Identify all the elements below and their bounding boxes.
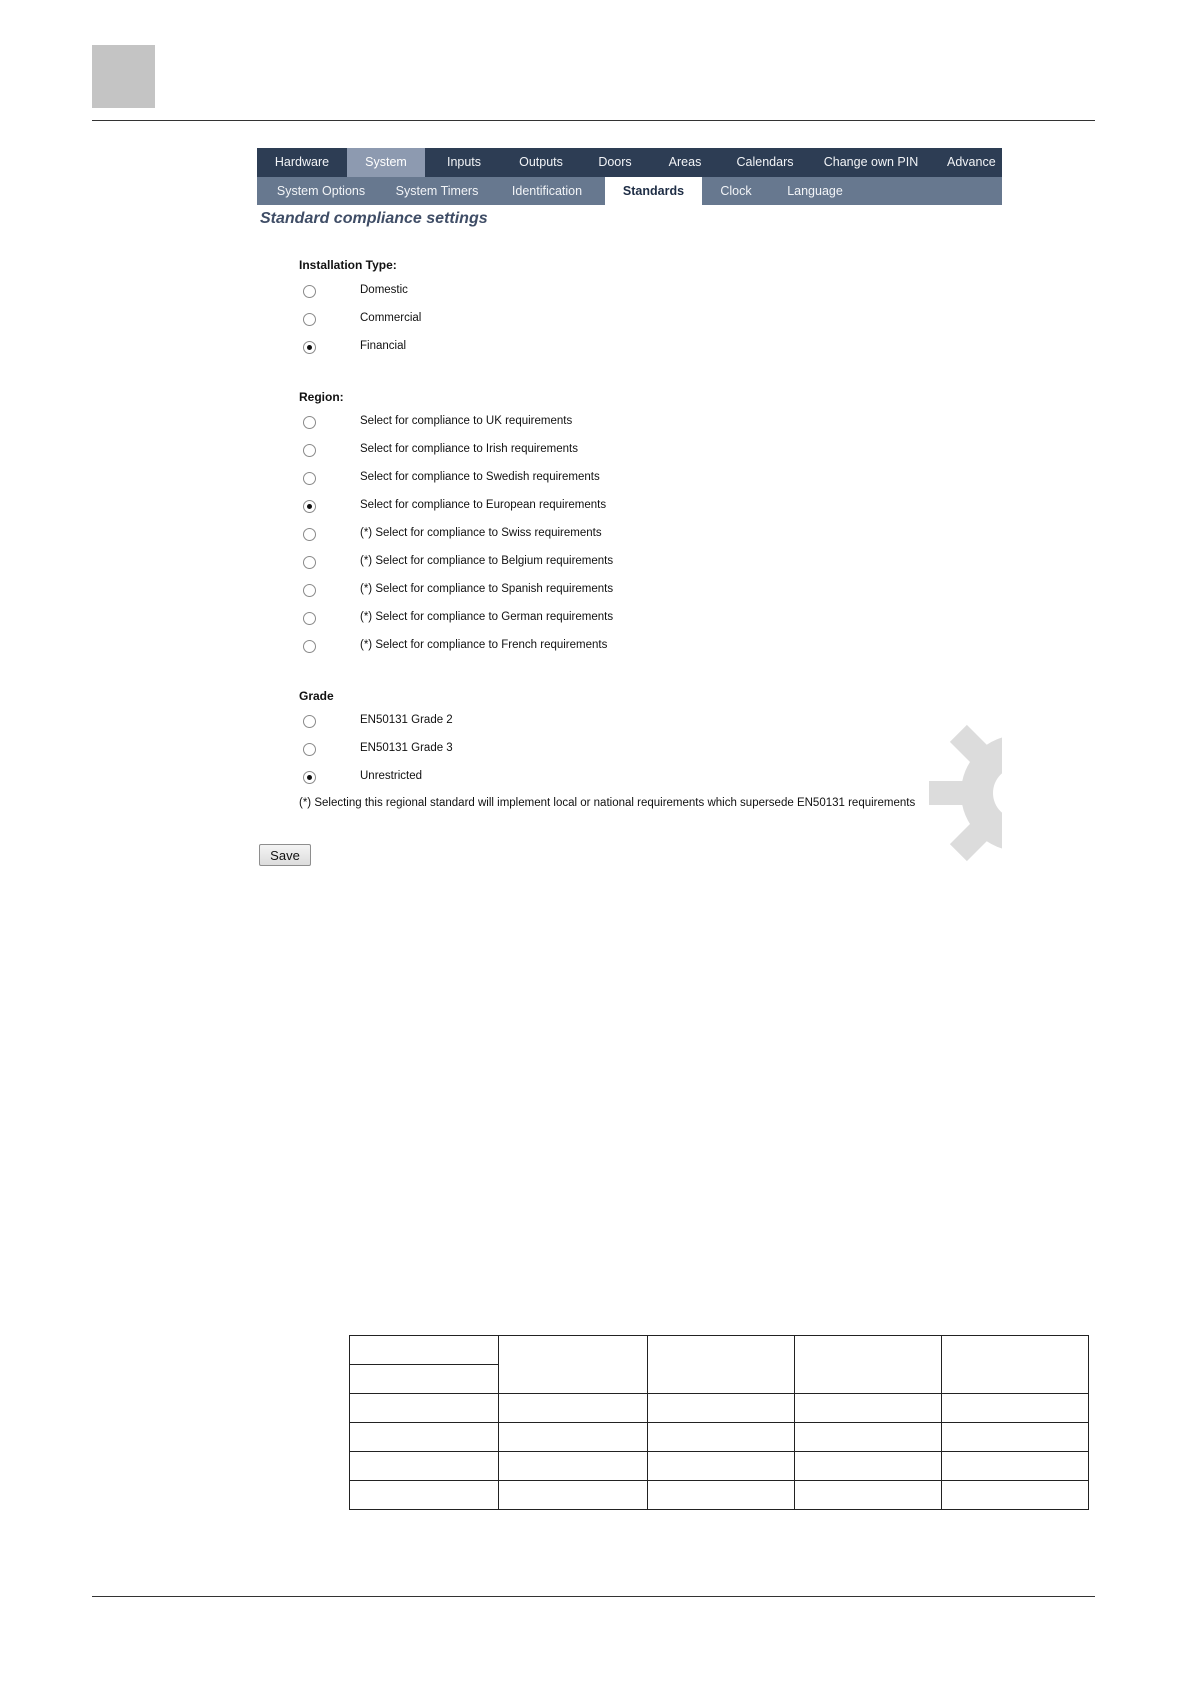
radio-grade-2[interactable] (303, 715, 316, 728)
radio-german[interactable] (303, 612, 316, 625)
page-heading: Standard compliance settings (260, 210, 488, 227)
radio-irish[interactable] (303, 444, 316, 457)
table-cell (350, 1336, 499, 1365)
option-label: Select for compliance to European requirements (360, 499, 607, 511)
tab-outputs[interactable]: Outputs (519, 155, 563, 169)
option-label: Domestic (360, 284, 408, 296)
radio-swiss[interactable] (303, 528, 316, 541)
radio-french[interactable] (303, 640, 316, 653)
table-cell (499, 1336, 648, 1394)
table-cell (942, 1336, 1089, 1394)
tab-areas[interactable]: Areas (668, 155, 702, 169)
radio-belgium[interactable] (303, 556, 316, 569)
radio-spanish[interactable] (303, 584, 316, 597)
region-label: Region: (299, 390, 344, 404)
tab-advanced[interactable]: Advance (947, 155, 996, 169)
tab-inputs[interactable]: Inputs (446, 155, 482, 169)
subtab-system-timers[interactable]: System Timers (395, 184, 479, 198)
gear-icon (929, 713, 1002, 873)
footnote: (*) Selecting this regional standard will implement local or national requirements which supersede EN50131 requirements (299, 797, 916, 809)
footer-rule (92, 1596, 1095, 1597)
save-button[interactable]: Save (259, 844, 311, 866)
grade-label: Grade (299, 689, 334, 703)
option-label: Unrestricted (360, 770, 422, 782)
table-row (350, 1423, 1089, 1452)
option-label: Select for compliance to Swedish requirements (360, 471, 600, 483)
table-row (350, 1394, 1089, 1423)
tab-system[interactable]: System (347, 148, 425, 177)
web-ui-screenshot (257, 148, 1002, 873)
option-label: Select for compliance to UK requirements (360, 415, 573, 427)
tab-change-own-pin[interactable]: Change own PIN (823, 155, 919, 169)
option-label: Financial (360, 340, 407, 352)
subtab-language[interactable]: Language (787, 184, 843, 198)
subtab-system-options[interactable]: System Options (276, 184, 366, 198)
option-label: (*) Select for compliance to French requirements (360, 639, 608, 651)
option-label: (*) Select for compliance to German requirements (360, 611, 614, 623)
empty-table (349, 1335, 1089, 1510)
radio-uk[interactable] (303, 416, 316, 429)
radio-grade-3[interactable] (303, 743, 316, 756)
table-row (350, 1452, 1089, 1481)
table-row (350, 1481, 1089, 1510)
tab-doors[interactable]: Doors (598, 155, 632, 169)
sub-navigation (257, 177, 1002, 205)
tab-hardware[interactable]: Hardware (274, 155, 330, 169)
radio-domestic[interactable] (303, 285, 316, 298)
radio-financial[interactable] (303, 341, 316, 354)
radio-commercial[interactable] (303, 313, 316, 326)
radio-swedish[interactable] (303, 472, 316, 485)
option-label: Commercial (360, 312, 422, 324)
tab-calendars[interactable]: Calendars (736, 155, 794, 169)
chapter-marker (92, 45, 155, 108)
option-label: EN50131 Grade 3 (360, 742, 453, 754)
option-label: (*) Select for compliance to Belgium requirements (360, 555, 614, 567)
subtab-standards[interactable]: Standards (605, 177, 702, 205)
installation-type-label: Installation Type: (299, 258, 397, 272)
header-rule (92, 120, 1095, 121)
top-navigation (257, 148, 1002, 177)
option-label: Select for compliance to Irish requirements (360, 443, 578, 455)
table-cell (795, 1336, 942, 1394)
option-label: EN50131 Grade 2 (360, 714, 453, 726)
subtab-identification[interactable]: Identification (511, 184, 583, 198)
option-label: (*) Select for compliance to Spanish requirements (360, 583, 614, 595)
radio-european[interactable] (303, 500, 316, 513)
table-cell (648, 1336, 795, 1394)
table-cell (350, 1365, 499, 1394)
radio-unrestricted[interactable] (303, 771, 316, 784)
option-label: (*) Select for compliance to Swiss requirements (360, 527, 602, 539)
subtab-clock[interactable]: Clock (720, 184, 752, 198)
